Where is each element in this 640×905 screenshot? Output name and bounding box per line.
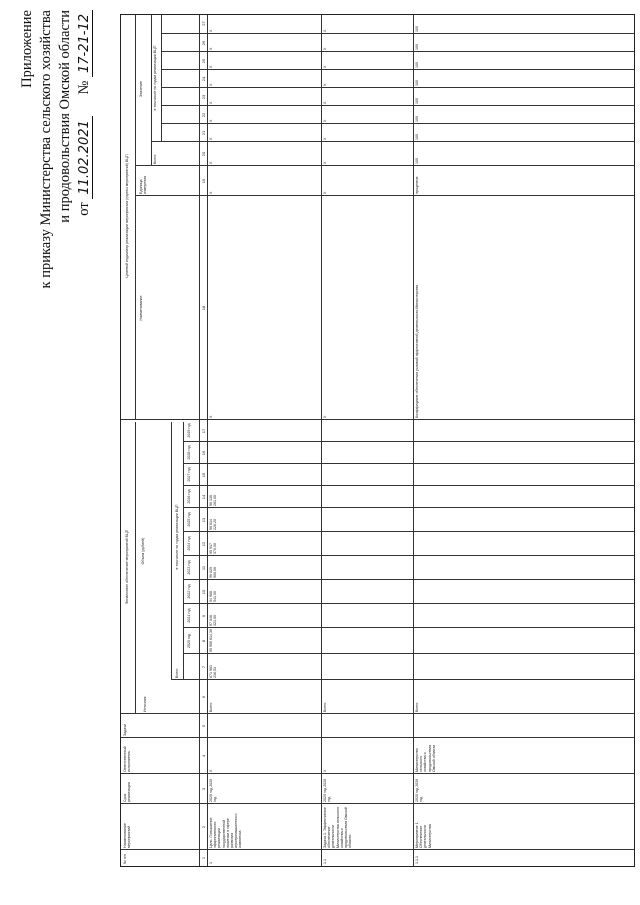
year-2023: 2023 год [187, 560, 191, 575]
row-indicator-value: 100 [415, 62, 419, 68]
row-indicator-value: 100 [415, 98, 419, 104]
row-indicator-value: Х [209, 65, 213, 68]
row-year-value: 97 046 321,00 [209, 615, 218, 626]
row-unit: Х [323, 191, 327, 194]
year-2028: 2028 год [187, 445, 191, 460]
row-year-value: 96 014 226,20 [209, 519, 218, 530]
row-num: 1.1 [323, 859, 327, 864]
row-executor: Х [209, 769, 213, 772]
column-number: 17 [201, 428, 206, 434]
row-indicator-value: 100 [415, 26, 419, 32]
column-number: 23 [201, 94, 206, 100]
finance-header: Финансовое обеспечение мероприятий ВЦП [125, 529, 129, 605]
row-indicator-value: Х [323, 119, 327, 122]
volume-header: Объем (рублей) [141, 537, 145, 565]
row-name: Цель. Повышение эффективности реализации государственной политики в сфере развития агропромышленного комплекса [209, 813, 243, 848]
column-number: 16 [201, 450, 206, 456]
year-2021: 2021 год [187, 608, 191, 623]
program-table [120, 14, 635, 867]
row-executor: Х [323, 769, 327, 772]
row-year-value: 96 136 261,00 [209, 495, 218, 506]
row-indicator-value: Х [323, 47, 327, 50]
column-number: 2 [201, 825, 206, 829]
column-number: 15 [201, 472, 206, 478]
column-number: 27 [201, 21, 206, 26]
indicator-header: Целевой индикатор реализации мероприятия (группы мероприятий) ВЦП [125, 154, 129, 278]
date-prefix: от [76, 202, 92, 216]
appendix-title: Приложение [19, 10, 35, 88]
row-indicator-value: Х [323, 137, 327, 140]
row-indicator-value: 100 [415, 116, 419, 122]
row-indicator-value: Х [323, 29, 327, 32]
year-2029: 2029 год [187, 423, 191, 438]
row-indicator-value: Х [209, 47, 213, 50]
year-2027: 2027 год [187, 467, 191, 482]
col-name-header: Наименование мероприятий [123, 823, 132, 848]
column-number: 18 [201, 305, 206, 311]
value-total-header: Всего [153, 154, 157, 164]
year-2025: 2025 год [187, 512, 191, 527]
row-indicator-value: Х [209, 101, 213, 104]
number-prefix: № [76, 80, 92, 95]
column-number: 1 [201, 856, 206, 860]
indicator-name-header: Наименование [139, 295, 143, 321]
row-period: 2020 год 2026 год [323, 778, 332, 802]
row-year-value: 96 029 900,00 [209, 567, 218, 578]
row-indicator-value: Х [209, 137, 213, 140]
row-indicator: Х [209, 415, 213, 418]
order-date-line [75, 10, 94, 570]
col-executor-header: Ответственный исполнитель [123, 746, 132, 772]
value-header: Значение [139, 81, 143, 97]
row-num: 1 [209, 862, 213, 864]
column-number: 14 [201, 494, 206, 500]
row-indicator-value: 100 [415, 44, 419, 50]
row-name: Мероприятие 1. Обеспечение деятельности Министерства [415, 821, 432, 848]
row-indicator-value: Х [323, 101, 327, 104]
row-unit: процентов [415, 176, 419, 194]
row-indicator-value: 100 [415, 134, 419, 140]
row-executor: Министерство сельского хозяйства и продовольствия Омской области [415, 744, 436, 772]
year-2020: 2020 год [187, 633, 191, 649]
row-year-value: 94 908 541,00 [209, 591, 218, 602]
col-goal-header: Задачи [123, 723, 127, 736]
column-number: 11 [201, 565, 206, 571]
order-line-1: к приказу Министерства сельского хозяйства [38, 10, 54, 289]
row-indicator-value: Х [209, 161, 213, 164]
column-number: 20 [201, 151, 206, 157]
year-2024: 2024 год [187, 536, 191, 551]
row-indicator-value: 100 [415, 80, 419, 86]
row-name: Задача 1. Эффективное обеспечение деятельности Министерства сельского хозяйства и продовольствия Омской области [323, 807, 353, 848]
by-years-header: в том числе по годам реализации ВЦП [175, 504, 179, 570]
row-indicator-value: 100 [415, 158, 419, 164]
row-indicator-value: Х [323, 161, 327, 164]
number-value: 17-21-12 [77, 10, 93, 77]
row-indicator-value: Х [209, 83, 213, 86]
row-indicator-value: Х [323, 65, 327, 68]
column-number: 22 [201, 112, 206, 118]
column-number: 4 [201, 754, 206, 758]
column-number: 13 [201, 517, 206, 523]
row-source: Всего [323, 702, 327, 712]
row-indicator: Х [323, 415, 327, 418]
row-source: Всего [209, 702, 213, 712]
row-indicator-value: Х [209, 29, 213, 32]
year-2022: 2022 год [187, 584, 191, 599]
column-number: 25 [201, 58, 206, 64]
column-number: 3 [201, 787, 206, 791]
col-period-header: Срок реализации [123, 782, 132, 802]
row-num: 1.1.1 [415, 856, 419, 864]
column-number: 24 [201, 76, 206, 82]
column-number: 12 [201, 541, 206, 547]
total-header: Всего [175, 668, 179, 678]
order-line-2: и продовольствия Омской области [57, 10, 73, 223]
row-year-value: 95 917 370,00 [209, 543, 218, 554]
unit-header: Единица измерения [139, 175, 148, 194]
col-num-header: № п/п [123, 854, 127, 864]
row-period: 2020 год 2026 год [209, 778, 218, 802]
row-indicator-value: Х [209, 119, 213, 122]
column-number: 9 [201, 614, 206, 618]
row-indicator: Коэффициант обеспечения условий эффективной деятельности Министерства [415, 284, 419, 418]
row-unit: Х [209, 191, 213, 194]
year-2026: 2026 год [187, 489, 191, 504]
row-year-value: 95 906 614,36 [209, 629, 213, 652]
column-number: 5 [201, 724, 206, 728]
column-number: 26 [201, 40, 206, 46]
row-total: 671 961 236,53 [209, 665, 218, 678]
column-number: 8 [201, 639, 206, 643]
sources-header: Источник [143, 696, 147, 712]
column-number: 21 [201, 130, 206, 136]
value-years-header: в том числе по годам реализации ВЦП [153, 45, 157, 111]
date-value: 11.02.2021 [77, 116, 93, 198]
row-indicator-value: Х [323, 83, 327, 86]
column-number: 10 [201, 589, 206, 595]
column-number: 6 [201, 695, 206, 699]
column-number: 19 [201, 178, 206, 184]
row-period: 2020 год 2026 год [415, 778, 424, 802]
column-number: 7 [201, 665, 206, 669]
row-source: Всего [415, 702, 419, 712]
